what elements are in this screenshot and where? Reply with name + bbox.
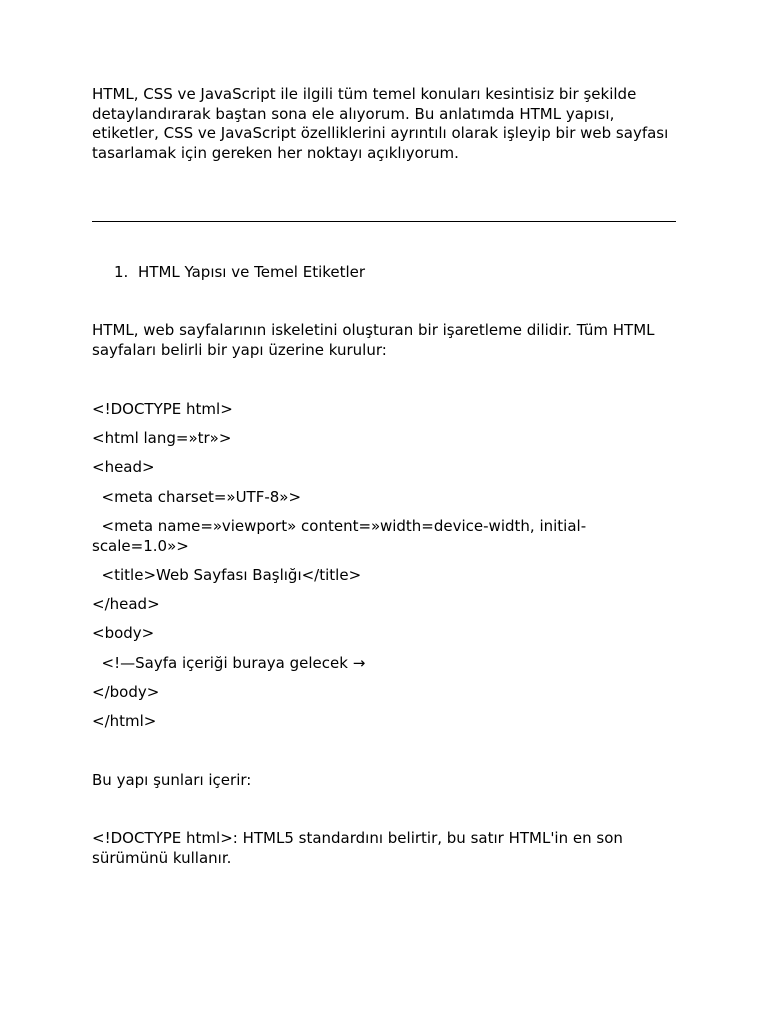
section-heading [114, 263, 365, 283]
code-line: <title>Web Sayfası Başlığı</title> [92, 566, 362, 584]
code-line: </html> [92, 712, 157, 730]
structure-paragraph: HTML, web sayfalarının iskeletini oluşturan bir işaretleme dilidir. Tüm HTML sayfaları belirli bir yapı üzerine kurulur: [92, 321, 655, 359]
code-line: <html lang=»tr»> [92, 429, 232, 447]
intro-paragraph: HTML, CSS ve JavaScript ile ilgili tüm temel konuları kesintisiz bir şekilde detaylandırarak baştan sona ele alıyorum. Bu anlatımda HTML yapısı, etiketler, CSS ve JavaScript özelliklerini ayrıntılı olarak işleyip bir web sayfası tasarlamak için gereken her noktayı açıklıyorum. [92, 85, 669, 162]
code-line: <meta name=»viewport» content=»width=device-width, initial-scale=1.0»> [92, 517, 587, 555]
horizontal-divider [92, 221, 676, 222]
code-line: </head> [92, 595, 160, 613]
summary-paragraph: Bu yapı şunları içerir: [92, 771, 252, 789]
code-line: <!—Sayfa içeriği buraya gelecek → [92, 654, 366, 672]
code-line: <!DOCTYPE html> [92, 400, 233, 418]
code-line: <body> [92, 624, 155, 642]
doctype-explanation: <!DOCTYPE html>: HTML5 standardını belirtir, bu satır HTML'in en son sürümünü kullanır. [92, 829, 623, 867]
code-line: <head> [92, 458, 155, 476]
code-line: </body> [92, 683, 160, 701]
section-number: 1. [114, 263, 129, 281]
code-line: <meta charset=»UTF-8»> [92, 488, 302, 506]
section-title: HTML Yapısı ve Temel Etiketler [138, 263, 366, 281]
